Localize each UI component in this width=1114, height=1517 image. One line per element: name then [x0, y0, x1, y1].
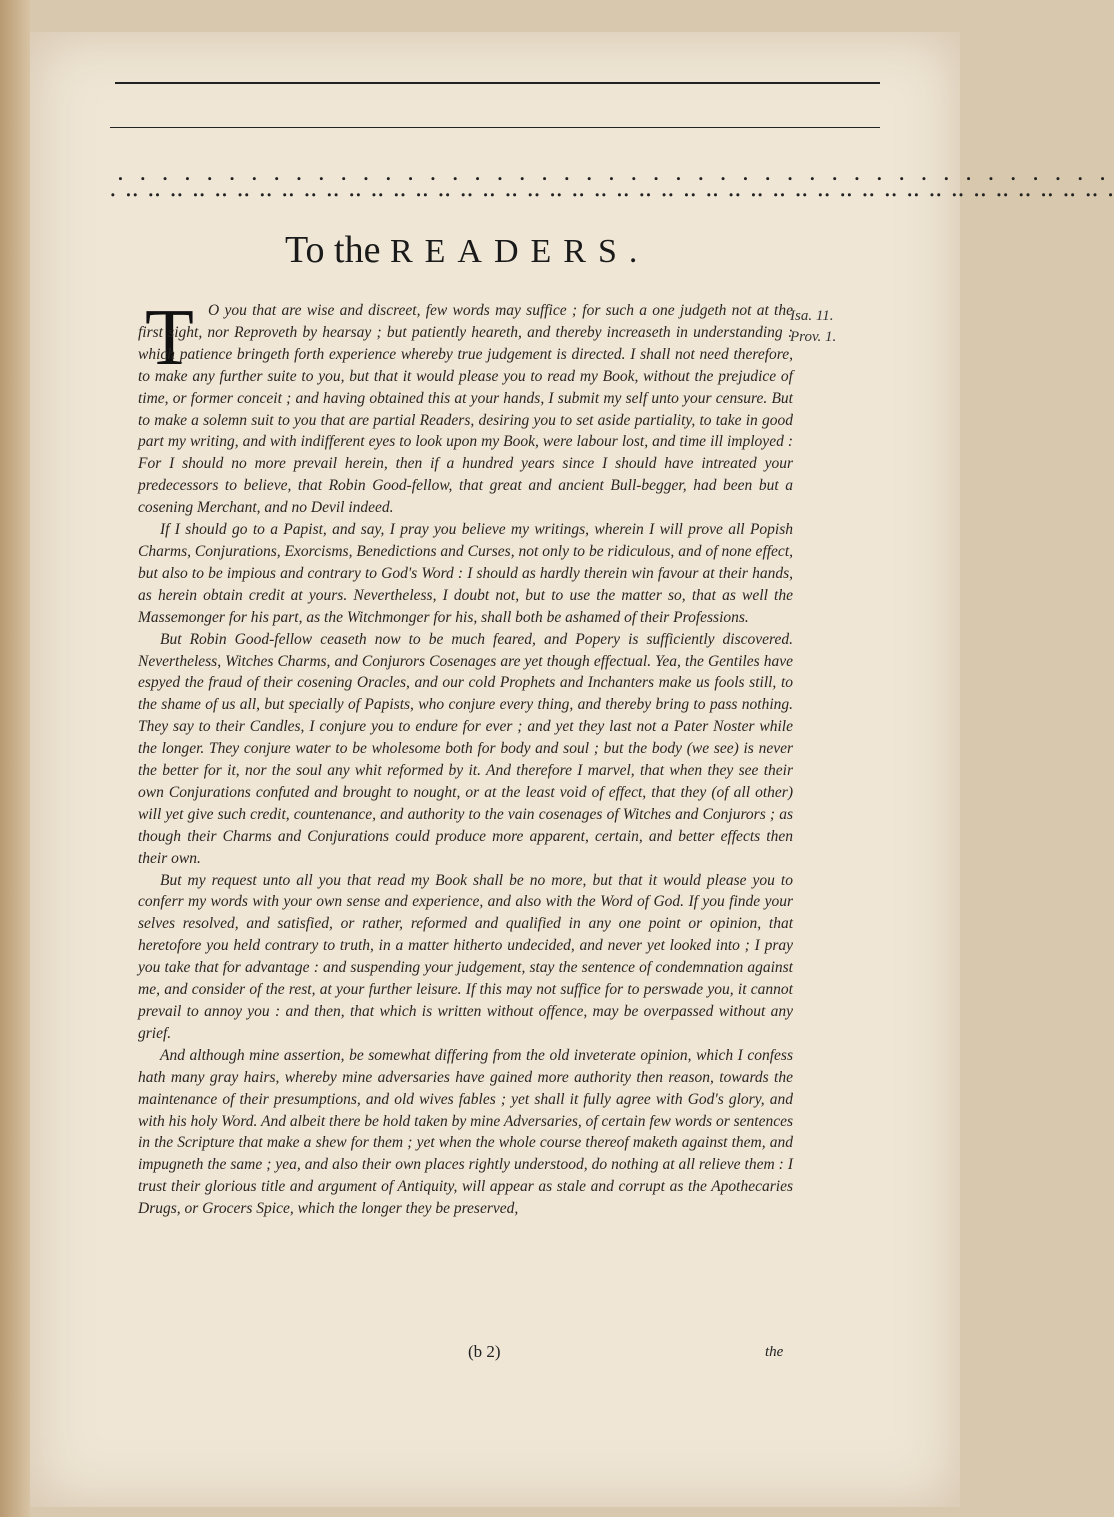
page-title: [285, 228, 649, 272]
drop-cap: T: [145, 294, 194, 382]
book-spine: [0, 0, 30, 1517]
catchword: the: [765, 1344, 784, 1360]
top-rule: [115, 82, 880, 84]
second-rule: [110, 127, 880, 128]
paragraph: But Robin Good-fellow ceaseth now to be much feared, and Popery is sufficiently discovered. Nevertheless, Witches Charms, and Conjurors Cosenages are yet though effectual. Yea, the Gentiles have espyed the fraud of their cosening Oracles, and our cold Prophets and Inchanters make us fools still, to the shame of us all, but specially of Papists, who conjure every thing, and thereby bring to pass nothing. They say to their Candles, I conjure you to endure for ever ; and yet they last not a Pater Noster while the longer. They conjure water to be wholesome both for body and soul ; but the body (we see) is never the better for it, nor the soul any whit reformed by it. And therefore I marvel, that when they see their own Conjurations confuted and brought to nought, or at the least void of effect, that they (of all other) will yet give such credit, countenance, and authority to the vain cosenages of Witches and Conjurors ; as though their Charms and Conjurations could produce more apparent, certain, and better effects then their own.: [138, 630, 793, 867]
signature-mark: (b 2): [468, 1342, 501, 1361]
margin-note: Isa. 11.: [790, 308, 834, 324]
paragraph: If I should go to a Papist, and say, I pray you believe my writings, wherein I will prove all Popish Charms, Conjurations, Exorcisms, Benedictions and Curses, not only to be ridiculous, and of none effect, but also to be impious and contrary to God's Word : I should as hardly therein win favour at their hands, as herein obtain credit at yours. Nevertheless, I doubt not, but to use the matter so, that as well the Massemonger for his part, as the Witchmonger for his, shall both be ashamed of their Professions.: [138, 521, 793, 626]
paragraph: O you that are wise and discreet, few words may suffice ; for such a one judgeth not at the first sight, nor Reproveth by hearsay ; but patiently heareth, and thereby increaseth in understanding : which patience bringeth forth experience whereby true judgement is directed. I shall not need therefore, to make any further suite to you, but that it would please you to read my Book, without the prejudice of time, or former conceit ; and having obtained this at your hands, I submit my self unto your censure. But to make a solemn suit to you that are partial Readers, desiring you to set aside partiality, to take in good part my writing, and with indifferent eyes to look upon my Book, were labour lost, and time ill imployed : For I should no more prevail herein, then if a hundred years since I should have intreated your predecessors to believe, that Robin Good-fellow, that great and ancient Bull-begger, had been but a cosening Merchant, and no Devil indeed.: [138, 302, 793, 517]
margin-note: Prov. 1.: [790, 329, 837, 345]
body-text: [138, 294, 793, 1220]
title-rest: READERS.: [389, 233, 650, 270]
paragraph: But my request unto all you that read my Book shall be no more, but that it would please you to conferr my words with your own sense and experience, and also with the Word of God. If you finde your selves resolved, and satisfied, or rather, reformed and qualified in any one point or opinion, that heretofore you held contrary to truth, in a matter hitherto undecided, and never yet looked into ; I pray you take that for advantage : and suspending your judgement, stay the sentence of condemnation against me, and consider of the rest, at your further leisure. If this may not suffice for to perswade you, it cannot prevail to annoy you : and then, that which is written without offence, may be overpassed without any grief.: [138, 871, 793, 1042]
ornament-band: ⸫⸫⸫⸫⸫⸫⸫⸫⸫⸫⸫⸫⸫⸫⸫⸫⸫⸫⸫⸫⸫⸫⸫⸫⸫⸫⸫⸫⸫⸫⸫⸫⸫⸫⸫⸫⸫⸫⸫⸫⸫⸫⸫⸫⸫: [110, 173, 1114, 203]
title-first: To the: [285, 229, 390, 271]
margin-notes: [790, 306, 836, 348]
paragraph: And although mine assertion, be somewhat differing from the old inveterate opinion, which I confess hath many gray hairs, whereby mine adversaries have gained more authority then reason, towards the maintenance of their presumptions, and old wives fables ; yet shall it fully agree with God's glory, and with his holy Word. And albeit there be hold taken by mine Adversaries, of certain few words or sentences in the Scripture that make a shew for them ; yet when the whole course thereof maketh against them, and impugneth the same ; yea, and also their own places rightly understood, do nothing at all relieve them : I trust their glorious title and argument of Antiquity, will appear as stale and corrupt as the Apothecaries Drugs, or Grocers Spice, which the longer they be preserved,: [138, 1046, 793, 1218]
